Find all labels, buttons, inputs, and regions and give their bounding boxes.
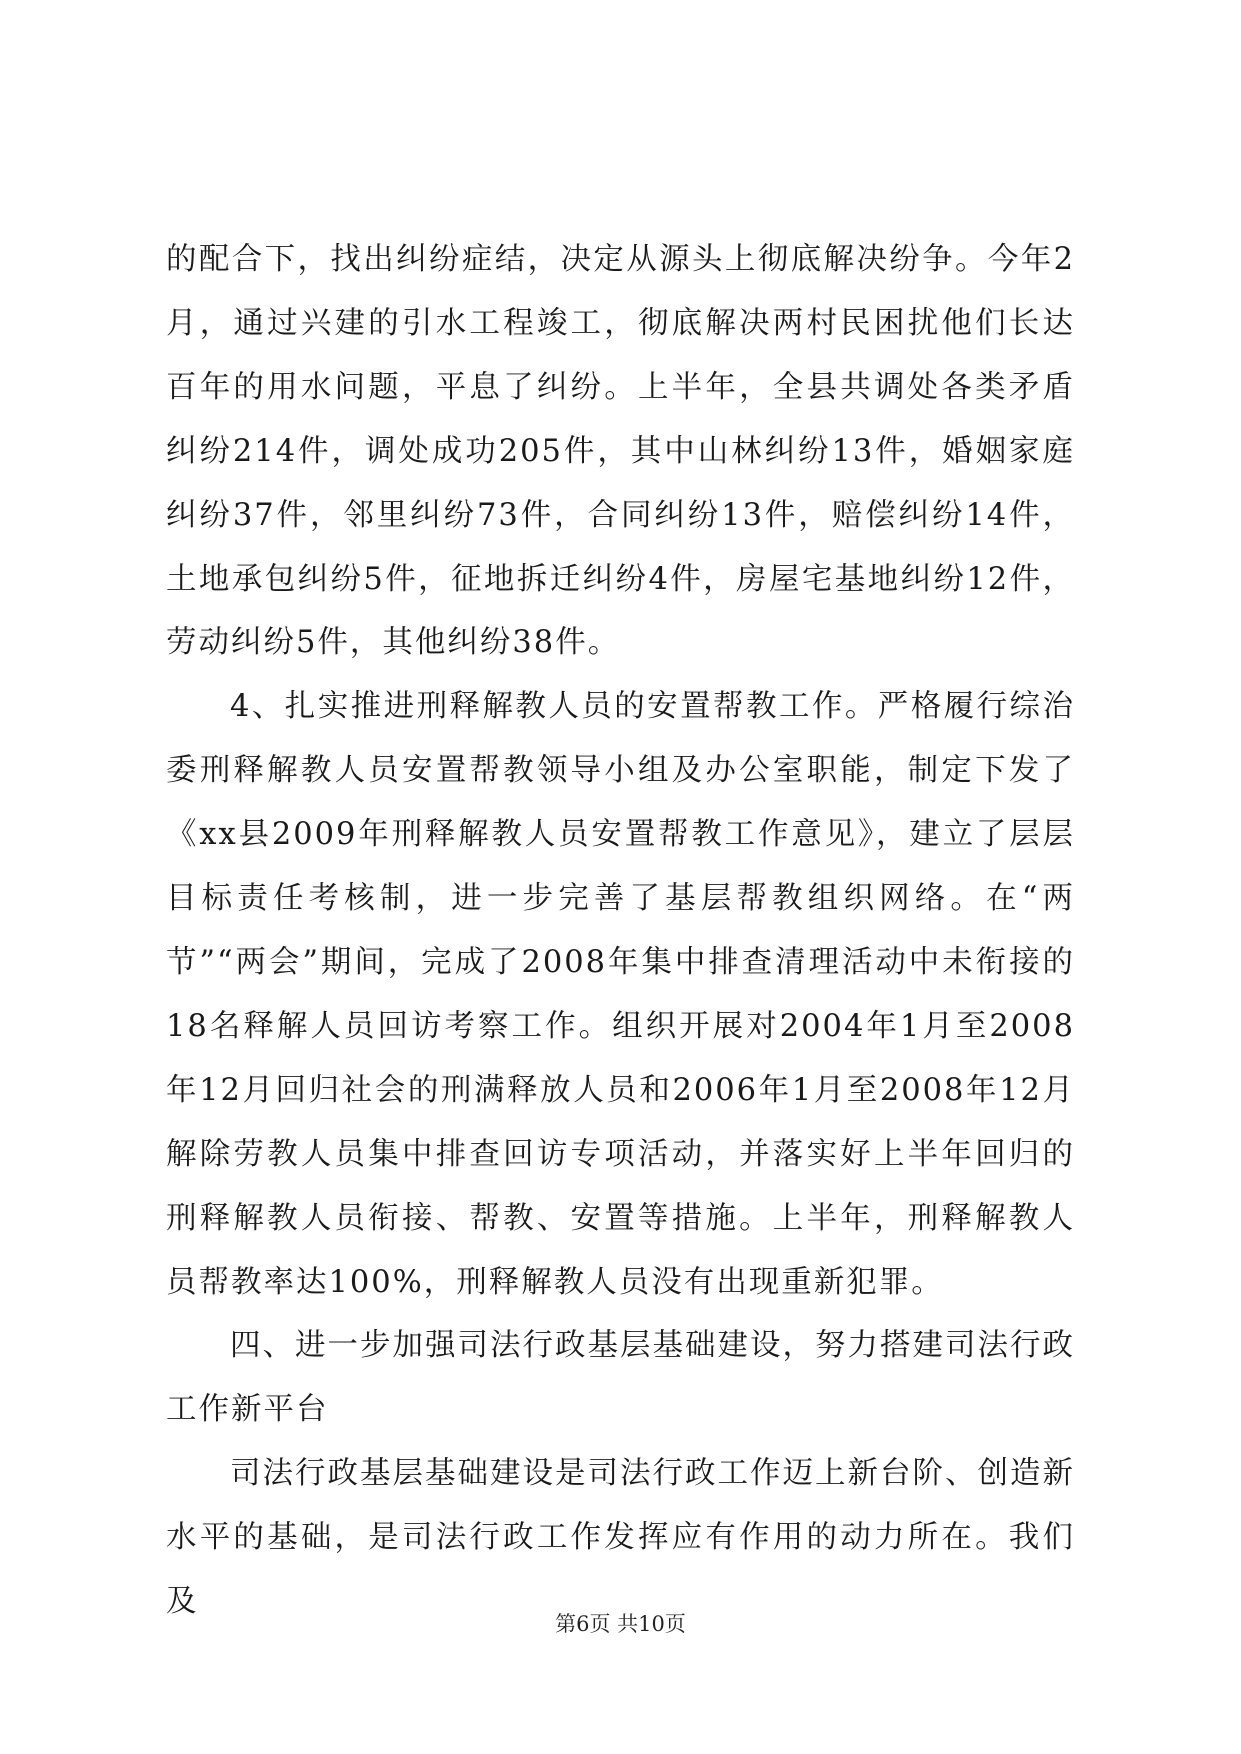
section-heading-four: 四、进一步加强司法行政基层基础建设，努力搭建司法行政工作新平台 xyxy=(166,1328,1075,1428)
paragraph-dispute-summary: 的配合下，找出纠纷症结，决定从源头上彻底解决纷争。今年2月，通过兴建的引水工程竣工，彻底解决两村民困扰他们长达百年的用水问题，平息了纠纷。上半年，全县共调处各类矛盾纠纷214件，调处成功205件，其中山林纠纷13件，婚姻家庭纠纷37件，邻里纠纷73件，合同纠纷13件，赔偿纠纷14件，土地承包纠纷5件，征地拆迁纠纷4件，房屋宅基地纠纷12件，劳动纠纷5件，其他纠纷38件。 xyxy=(166,242,1075,661)
document-body xyxy=(166,228,1075,1634)
paragraph-resettlement-work: 4、扎实推进刑释解教人员的安置帮教工作。严格履行综治委刑释解教人员安置帮教领导小组及办公室职能，制定下发了《xx县2009年刑释解教人员安置帮教工作意见》，建立了层层目标责任考核制，进一步完善了基层帮教组织网络。在“两节”“两会”期间，完成了2008年集中排查清理活动中未衔接的18名释解人员回访考察工作。组织开展对2004年1月至2008年12月回归社会的刑满释放人员和2006年1月至2008年12月解除劳教人员集中排查回访专项活动，并落实好上半年回归的刑释解教人员衔接、帮教、安置等措施。上半年，刑释解教人员帮教率达100%，刑释解教人员没有出现重新犯罪。 xyxy=(166,689,1075,1300)
paragraph-grassroots-construction: 司法行政基层基础建设是司法行政工作迈上新台阶、创造新水平的基础，是司法行政工作发挥应有作用的动力所在。我们及 xyxy=(166,1456,1075,1620)
page-number-footer: 第6页 共10页 xyxy=(555,1612,686,1636)
